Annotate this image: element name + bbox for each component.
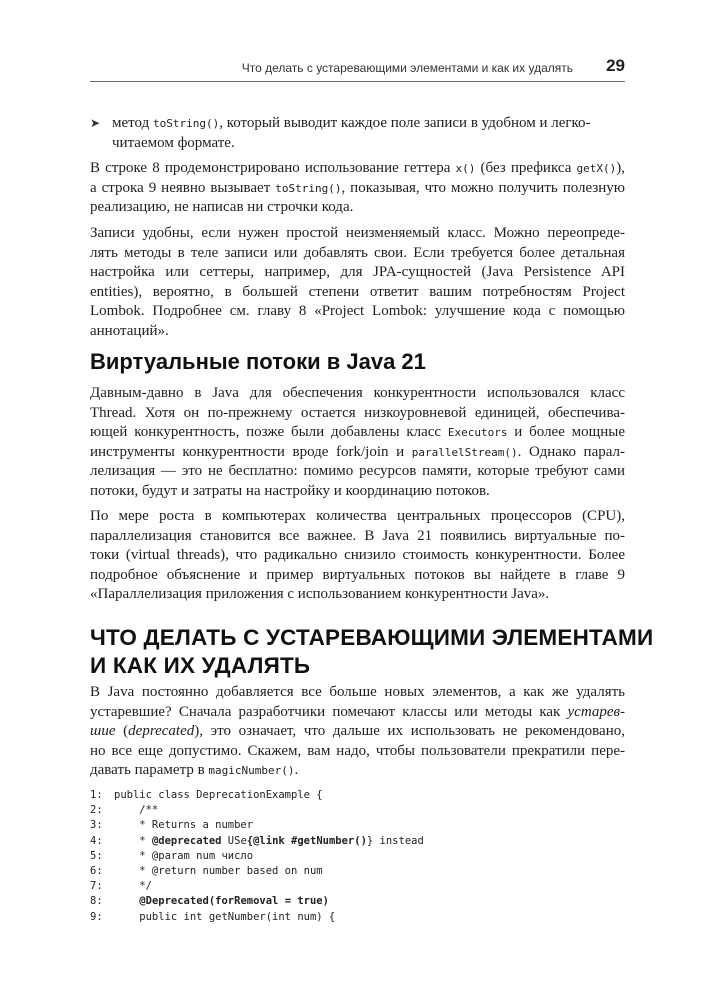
emphasis-text: устарев- [567, 703, 625, 720]
code-line [90, 894, 650, 909]
code-line-text: * @param num число [114, 849, 254, 862]
emphasis-text: deprecated [128, 723, 195, 739]
text-line: параллелизация становится все важнее. В Java 21 появились виртуальные по- [90, 527, 625, 544]
text-line: ющей конкурентность, позже были добавлены класс Executors и более мощные [90, 424, 625, 440]
code-listing [90, 788, 650, 925]
code-line-number: 5: [90, 849, 103, 862]
code-line-text: public class DeprecationExample { [114, 789, 323, 801]
code-line-text: */ [114, 880, 152, 893]
emphasis-text: шие [90, 723, 116, 739]
running-head-title: Что делать с устаревающими элементами и как их удалять [241, 61, 573, 75]
text-line: В строке 8 продемонстрировано использование геттера x() (без префикса getX()), [90, 160, 625, 176]
paragraph-getter-usage [90, 159, 625, 218]
paragraph-records-usage [90, 224, 625, 341]
code-line-number: 3: [90, 819, 103, 832]
text-line: устаревшие? Сначала разработчики помечают классы или методы как устарев- [90, 703, 625, 720]
code-line [90, 803, 650, 818]
inline-code: toString() [152, 117, 220, 130]
text-line: Thread. Хотя он по-прежнему остается низкоуровневой единицей, обеспечива- [90, 404, 625, 421]
code-line-text: * @deprecated USe{@link #getNumber()} instead [114, 834, 424, 847]
text-line: По мере роста в компьютерах количества центральных процессоров (CPU), [90, 508, 625, 524]
text-line: Давным-давно в Java для обеспечения конкурентности использовался класс [90, 385, 625, 401]
code-line-text: public int getNumber(int num) { [114, 910, 336, 923]
code-line-number: 7: [90, 880, 103, 893]
text-line: метод toString(), который выводит каждое поле записи в удобном и легко- [112, 115, 591, 131]
text-line: потоки, будут и затраты на настройку и координацию потоков. [90, 482, 490, 499]
code-line [90, 910, 650, 925]
text-line: «Параллелизация приложения с использованием конкурентности Java». [90, 586, 550, 602]
text-line: лять методы в теле записи или добавлять свои. Если требуется более детальная [90, 244, 625, 261]
text-line: В Java постоянно добавляется все больше новых элементов, а как же удалять [90, 684, 625, 700]
code-line-text: /** [114, 804, 159, 817]
inline-code: magicNumber() [208, 764, 295, 777]
heading-line: ЧТО ДЕЛАТЬ С УСТАРЕВАЮЩИМИ ЭЛЕМЕНТАМИ [90, 625, 654, 650]
text-line: настройка или сеттеры, например, для JPA-сущностей (Java Persistence API [90, 264, 625, 280]
code-line [90, 864, 650, 879]
text-line: а строка 9 неявно вызывает toString(), показывая, что можно получить полезную [90, 179, 626, 196]
text-line: аннотаций». [90, 322, 169, 339]
heading-line: И КАК ИХ УДАЛЯТЬ [90, 653, 311, 678]
code-line-text: * @return number based on num [114, 864, 323, 877]
code-line-number: 2: [90, 804, 103, 817]
inline-code: Executors [447, 426, 508, 439]
code-line [90, 818, 650, 833]
text-line: Записи удобны, если нужен простой неизменяемый класс. Можно переопреде- [90, 225, 625, 241]
text-line: Lombok. Подробнее см. главу 8 «Project Lombok: улучшение кода с помощью [90, 303, 625, 319]
code-line [90, 879, 650, 894]
code-line-number: 8: [90, 895, 103, 908]
code-bold-token: @Deprecated(forRemoval = true) [139, 895, 329, 908]
code-line [90, 849, 650, 864]
section-heading-deprecation [90, 624, 654, 680]
paragraph-concurrency-history [90, 384, 625, 501]
code-line-number: 6: [90, 864, 103, 877]
inline-code: parallelStream() [411, 445, 518, 459]
code-line [90, 834, 650, 849]
code-line-text: * Returns a number [114, 819, 254, 832]
code-line [90, 788, 650, 803]
text-line: реализацию, не написав ни строчки кода. [90, 199, 354, 215]
text-line: читаемом формате. [112, 134, 235, 151]
code-line-text [114, 894, 329, 909]
running-head [90, 55, 625, 82]
text-line: инструменты конкурентности вроде fork/join и parallelStream(). Однако парал- [90, 443, 625, 460]
code-bold-token: {@link #getNumber() [246, 834, 367, 847]
text-line: токи (virtual threads), что радикально снизило стоимость конкурентности. Более [90, 547, 625, 563]
paragraph-deprecation-intro [90, 683, 625, 781]
text-line: entities), вероятно, в большей степени ответит вашим потребностям Project [90, 283, 625, 300]
page-number: 29 [606, 56, 625, 75]
bullet-arrow-icon: ➤ [90, 116, 101, 130]
section-heading-virtual-threads: Виртуальные потоки в Java 21 [90, 349, 426, 374]
code-line-number: 1: [90, 789, 103, 801]
text-line: шие (deprecated), это означает, что дальше их использовать не рекомендовано, [90, 723, 625, 739]
text-line: подробное объяснение и пример виртуальных потоков вы найдете в главе 9 [90, 566, 625, 583]
paragraph-virtual-threads [90, 507, 625, 605]
text-line: давать параметр в magicNumber(). [90, 762, 299, 778]
code-line-number: 4: [90, 834, 103, 847]
bullet-text [112, 114, 625, 153]
text-line: но все еще допустимо. Скажем, вам надо, чтобы пользователи прекратили пере- [90, 742, 625, 759]
inline-code: x() [455, 162, 476, 175]
code-line-number: 9: [90, 910, 103, 923]
code-bold-token: @deprecated [151, 834, 222, 847]
text-line: лелизация — это не бесплатно: помимо ресурсов памяти, которые требуют сами [90, 463, 625, 479]
inline-code: toString() [275, 181, 342, 195]
inline-code: getX() [576, 162, 617, 175]
